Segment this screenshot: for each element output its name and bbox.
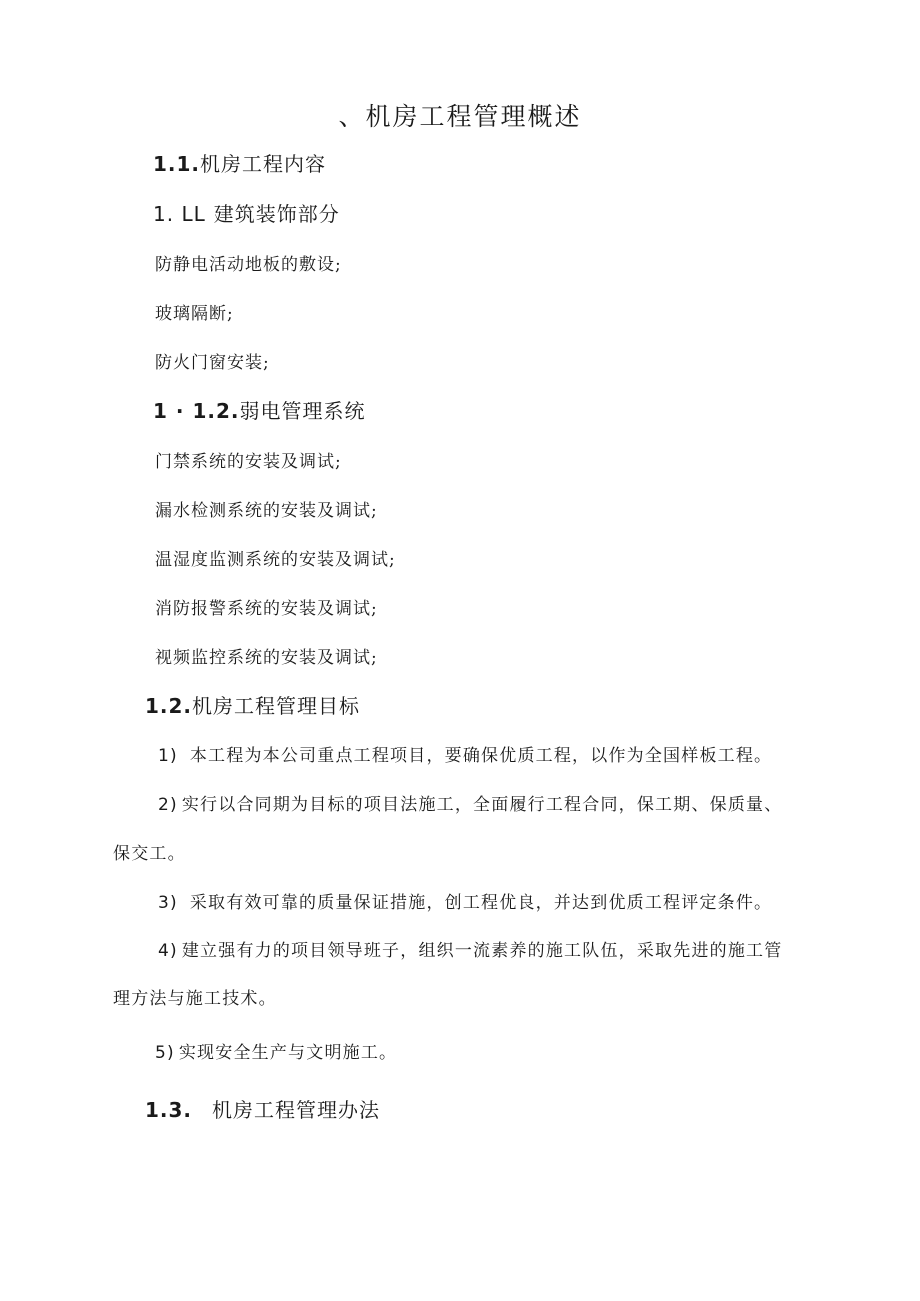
section-heading-1-1 [153, 154, 326, 174]
goal-continuation: 保交工。 [113, 844, 186, 864]
goal-number: 3) [158, 893, 178, 913]
section-number: 1. LL [153, 202, 206, 226]
section-title: 机房工程管理办法 [212, 1098, 381, 1122]
list-item: 门禁系统的安装及调试; [155, 452, 342, 472]
goal-paragraph [158, 943, 782, 960]
goal-number: 5) [155, 1043, 175, 1063]
section-heading-1-1-1 [153, 204, 340, 224]
goal-number: 2) [158, 795, 178, 815]
section-title: 建筑装饰部分 [213, 202, 340, 226]
goal-text: 本工程为本公司重点工程项目，要确保优质工程，以作为全国样板工程。 [189, 746, 773, 766]
section-number: 1 · 1.2. [153, 399, 240, 423]
goal-continuation: 理方法与施工技术。 [113, 989, 277, 1009]
goal-text: 采取有效可靠的质量保证措施，创工程优良，并达到优质工程评定条件。 [189, 893, 773, 913]
section-title: 弱电管理系统 [239, 399, 366, 423]
document-title: 、机房工程管理概述 [338, 102, 582, 131]
section-title: 机房工程管理目标 [192, 694, 361, 718]
goal-text: 实现安全生产与文明施工。 [178, 1043, 398, 1063]
section-title: 机房工程内容 [200, 152, 327, 176]
list-item: 视频监控系统的安装及调试; [155, 648, 378, 668]
section-number: 1.2. [145, 694, 193, 718]
goal-paragraph [158, 748, 772, 765]
section-number: 1.1. [153, 152, 201, 176]
goal-paragraph [158, 895, 772, 912]
list-item: 漏水检测系统的安装及调试; [155, 501, 378, 521]
section-heading-1-1-2 [153, 401, 365, 421]
list-item: 温湿度监测系统的安装及调试; [155, 550, 396, 570]
section-heading-1-2 [145, 696, 360, 716]
goal-paragraph [158, 797, 782, 814]
goal-number: 4) [158, 941, 178, 961]
goal-number: 1) [158, 746, 178, 766]
section-number: 1.3. [145, 1098, 193, 1122]
list-item: 防火门窗安装; [155, 353, 270, 373]
list-item: 玻璃隔断; [155, 304, 234, 324]
goal-text: 实行以合同期为目标的项目法施工，全面履行工程合同，保工期、保质量、 [181, 795, 783, 815]
goal-paragraph [155, 1045, 397, 1062]
goal-text: 建立强有力的项目领导班子，组织一流素养的施工队伍，采取先进的施工管 [181, 941, 783, 961]
list-item: 防静电活动地板的敷设; [155, 255, 342, 275]
list-item: 消防报警系统的安装及调试; [155, 599, 378, 619]
section-heading-1-3 [145, 1100, 380, 1120]
